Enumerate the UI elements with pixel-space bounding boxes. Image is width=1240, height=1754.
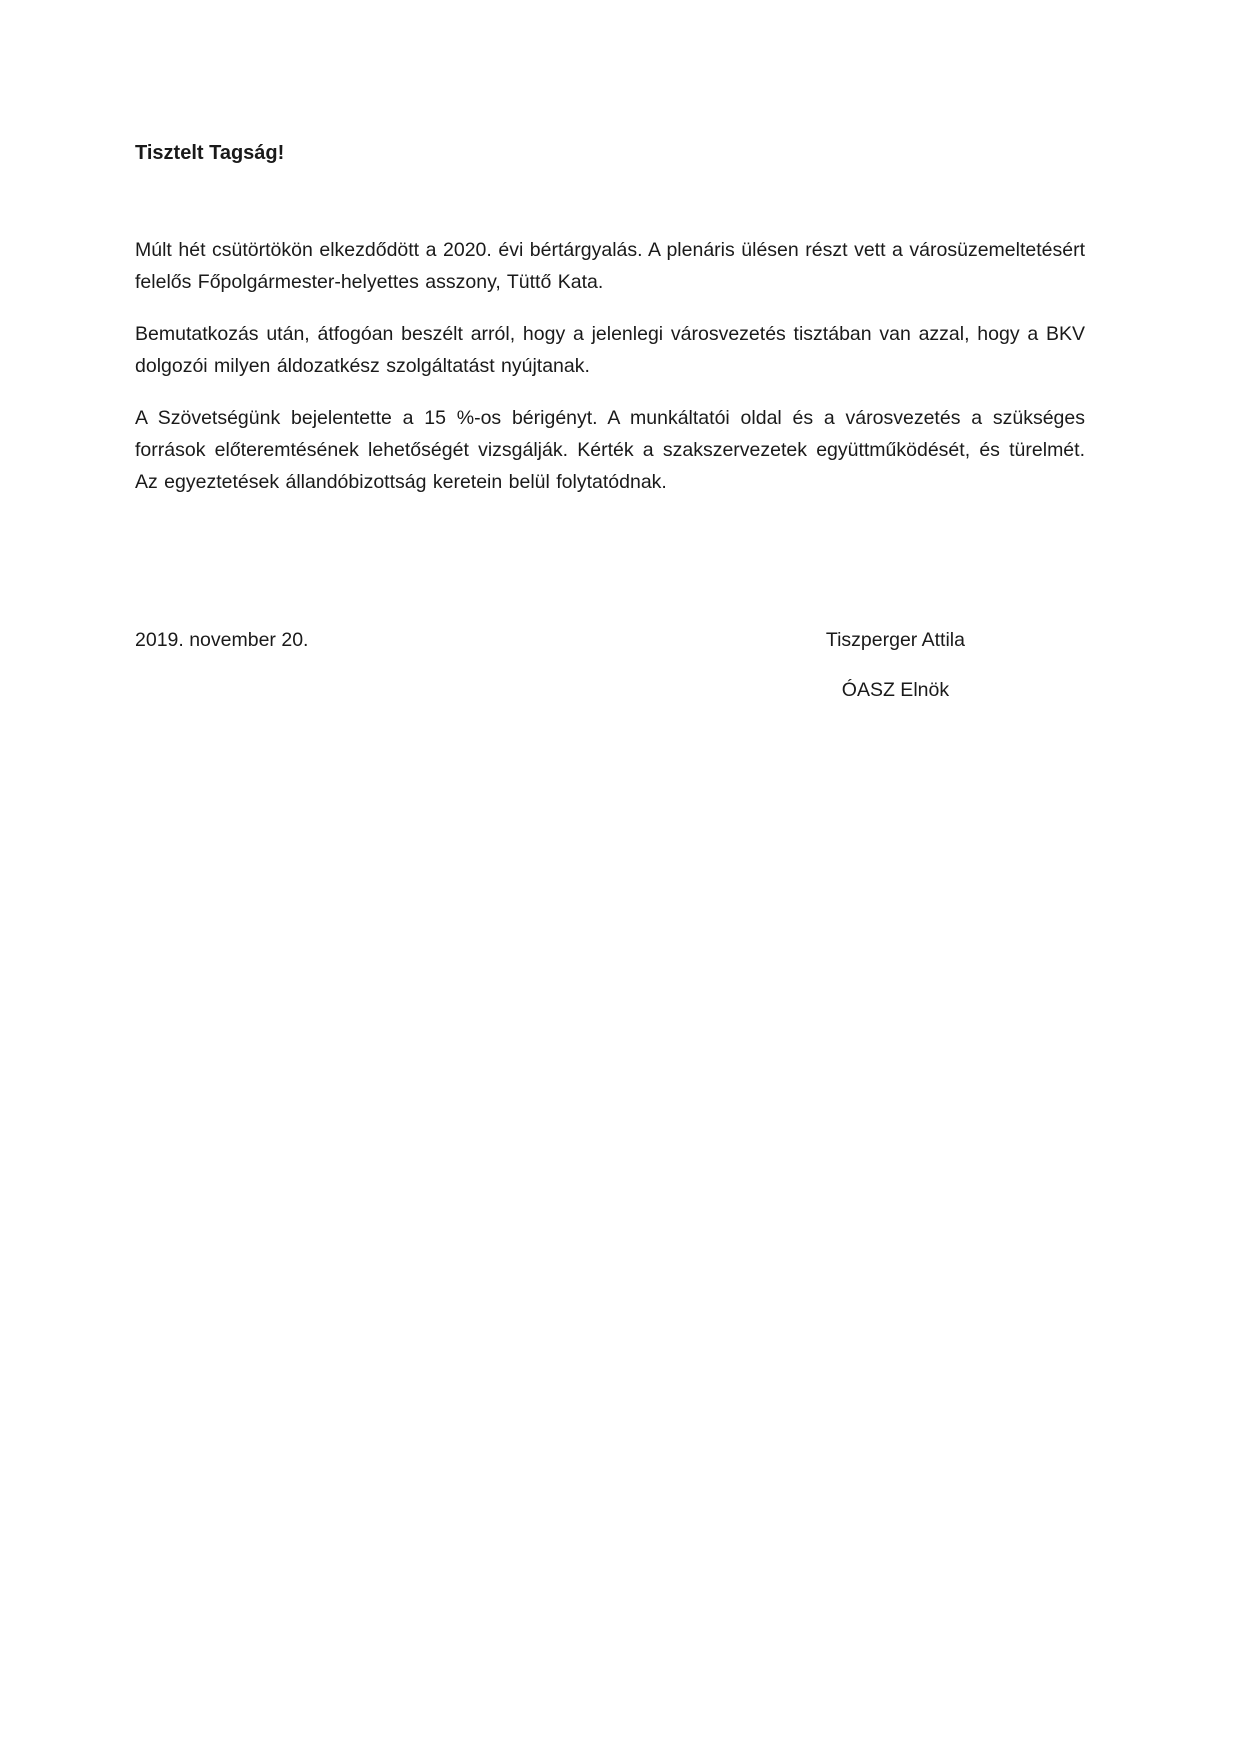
letter-closing-row	[135, 624, 1085, 706]
signature-name: Tiszperger Attila	[825, 629, 965, 651]
letter-paragraph-1: Múlt hét csütörtökön elkezdődött a 2020. évi bértárgyalás. A plenáris ülésen részt vett a városüzemeltetésért felelős Főpolgármester-helyettes asszony, Tüttő Kata.	[135, 239, 1085, 293]
letter-paragraph-3: A Szövetségünk bejelentette a 15 %-os bérigényt. A munkáltatói oldal és a városvezetés a szükséges források előteremtésének lehetőségét vizsgálják. Kérték a szakszervezetek együttműködését, és türelmét. Az egyeztetések állandóbizottság keretein belül folytatódnak.	[135, 407, 1085, 493]
letter-date: 2019. november 20.	[135, 629, 309, 651]
letter-paragraph-2: Bemutatkozás után, átfogóan beszélt arról, hogy a jelenlegi városvezetés tisztában van azzal, hogy a BKV dolgozói milyen áldozatkész szolgáltatást nyújtanak.	[135, 323, 1085, 377]
signature-title: ÓASZ Elnök	[841, 679, 950, 701]
signature-block	[826, 624, 965, 706]
letter-salutation: Tisztelt Tagság!	[135, 142, 285, 164]
